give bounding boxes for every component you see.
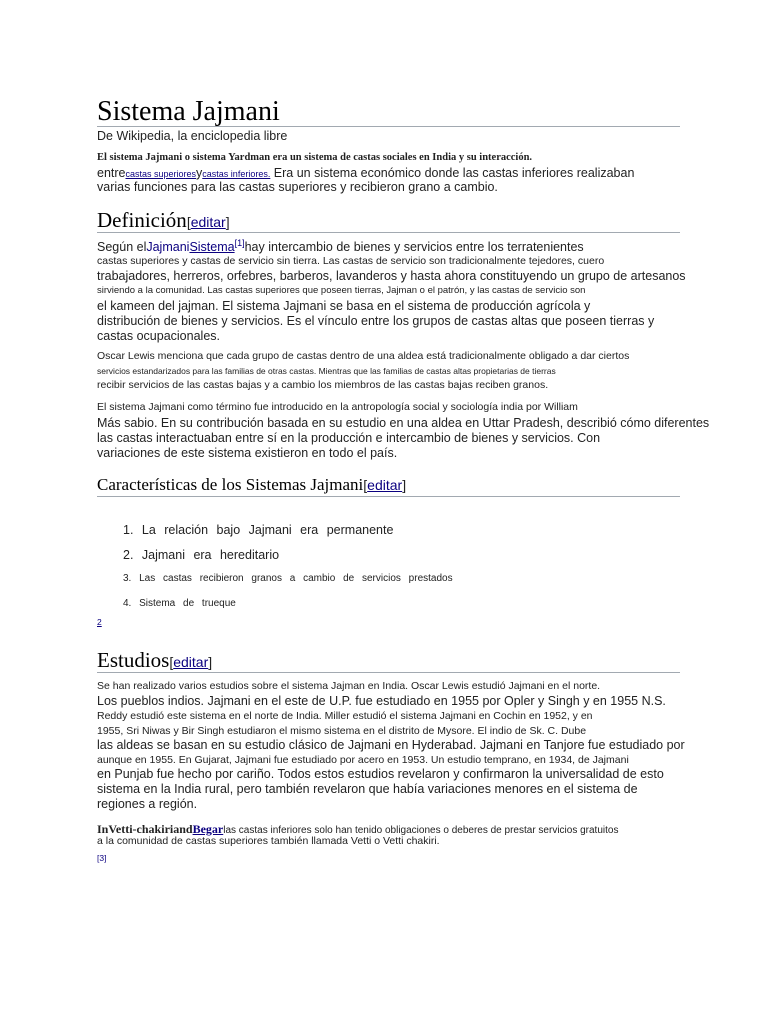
estudios-line: las aldeas se basan en su estudio clásico de Jajmani en Hyderabad. Jajmani en Tanjore fue estudiado por	[97, 738, 685, 752]
footnote-ref-1[interactable]: [1]	[234, 237, 245, 248]
definicion-p1-line-2: castas superiores y castas de servicio sin tierra. Las castas de servicio son tradicionalmente tejedores, cuero	[97, 255, 605, 267]
edit-link-definicion[interactable]: editar	[190, 214, 226, 230]
list-item: 2. Jajmani era hereditario	[123, 548, 280, 562]
heading-caracteristicas	[97, 475, 406, 495]
link-castas-inferiores[interactable]: castas inferiores.	[202, 169, 271, 179]
section-divider	[97, 496, 680, 497]
definicion-p1-line-1	[97, 237, 584, 254]
intro-line-3: varias funciones para las castas superiores y recibieron grano a cambio.	[97, 180, 498, 194]
definicion-p2-line-2: servicios estandarizados para las familias de otras castas. Mientras que las familias de castas altas propietarias de tierras	[97, 366, 556, 376]
title-divider	[97, 126, 680, 127]
def-text: Según el	[97, 240, 147, 254]
heading-text: Estudios	[97, 648, 170, 672]
definicion-p1-line-4: sirviendo a la comunidad. Las castas superiores que poseen tierras, Jajman o el patrón, y las castas de servicio son	[97, 285, 586, 296]
estudios-line: aunque en 1955. En Gujarat, Jajmani fue estudiado por acero en 1953. Un estudio temprano, en 1934, de Jajmani	[97, 754, 629, 766]
list-item: 1. La relación bajo Jajmani era permanente	[123, 523, 394, 537]
estudios-p2-line-2: a la comunidad de castas superiores también llamada Vetti o Vetti chakiri.	[97, 835, 440, 847]
estudios-line: Se han realizado varios estudios sobre el sistema Jajman en India. Oscar Lewis estudió Jajmani en el norte.	[97, 680, 601, 692]
intro-line-2	[97, 166, 634, 180]
definicion-p1-line-7: castas ocupacionales.	[97, 329, 220, 343]
vetti-term: InVetti-chakiriand	[97, 822, 193, 836]
estudios-line: sistema en la India rural, pero también revelaron que había variaciones menores en el sistema de	[97, 782, 638, 796]
heading-estudios	[97, 648, 212, 673]
link-sistema[interactable]: Sistema	[189, 240, 235, 254]
definicion-p1-line-6: distribución de bienes y servicios. Es el vínculo entre los grupos de castas altas que poseen tierras y	[97, 314, 655, 328]
estudios-text: las castas inferiores solo han tenido obligaciones o deberes de prestar servicios gratuitos	[223, 825, 619, 836]
section-divider	[97, 672, 680, 673]
link-castas-superiores[interactable]: castas superiores	[125, 169, 197, 179]
definicion-p3-line-3: las castas interactuaban entre sí en la producción e intercambio de bienes y servicios. Con	[97, 431, 601, 445]
link-begar[interactable]: Begar	[192, 822, 224, 836]
definicion-p3-line-1: El sistema Jajmani como término fue introducido en la antropología social y sociología india por William	[97, 401, 578, 413]
definicion-p2-line-3: recibir servicios de las castas bajas y a cambio los miembros de las castas bajas reciben granos.	[97, 379, 549, 391]
edit-section: [editar]	[186, 214, 230, 230]
definicion-p2-line-1: Oscar Lewis menciona que cada grupo de castas dentro de una aldea está tradicionalmente obligado a dar ciertos	[97, 350, 630, 362]
definicion-p3-line-2: Más sabio. En su contribución basada en su estudio en una aldea en Uttar Pradesh, describió cómo diferentes	[97, 416, 710, 430]
heading-text: Características de los Sistemas Jajmani	[97, 475, 364, 494]
definicion-p1-line-3: trabajadores, herreros, orfebres, barberos, lavanderos y hasta ahora constituyendo un grupo de artesanos	[97, 269, 686, 283]
page-title: Sistema Jajmani	[97, 96, 280, 127]
definicion-p3-line-4: variaciones de este sistema existieron en todo el país.	[97, 446, 398, 460]
intro-text: Era un sistema económico donde las castas inferiores realizaban	[270, 166, 635, 180]
estudios-line: Reddy estudió este sistema en el norte de India. Miller estudió el sistema Jajmani en Cochin en 1952, y en	[97, 710, 593, 722]
page-subtitle: De Wikipedia, la enciclopedia libre	[97, 129, 288, 143]
heading-text: Definición	[97, 208, 187, 232]
footnote-ref-3[interactable]: [3]	[97, 853, 107, 863]
link-jajmani[interactable]: Jajmani	[146, 240, 190, 254]
list-item: 4. Sistema de trueque	[123, 598, 236, 609]
intro-bold-line: El sistema Jajmani o sistema Yardman era un sistema de castas sociales en India y su interacción.	[97, 152, 533, 163]
edit-link-estudios[interactable]: editar	[173, 654, 209, 670]
edit-section: [editar]	[363, 477, 407, 493]
intro-text: y	[196, 166, 203, 180]
list-item: 3. Las castas recibieron granos a cambio de servicios prestados	[123, 573, 453, 584]
section-divider	[97, 232, 680, 233]
def-text: hay intercambio de bienes y servicios entre los terratenientes	[244, 240, 584, 254]
estudios-line: en Punjab fue hecho por cariño. Todos estos estudios revelaron y confirmaron la universalidad de esto	[97, 767, 664, 781]
estudios-line: 1955, Sri Niwas y Bir Singh estudiaron el mismo sistema en el distrito de Mysore. El indio de Sk. C. Dube	[97, 725, 587, 737]
definicion-p1-line-5: el kameen del jajman. El sistema Jajmani se basa en el sistema de producción agrícola y	[97, 299, 591, 313]
edit-section: [editar]	[169, 654, 213, 670]
estudios-line: Los pueblos indios. Jajmani en el este de U.P. fue estudiado en 1955 por Opler y Singh y en 1955 N.S.	[97, 694, 666, 708]
footnote-ref-2[interactable]: 2	[97, 617, 102, 627]
intro-text: entre	[97, 166, 126, 180]
edit-link-caracteristicas[interactable]: editar	[367, 477, 403, 493]
estudios-line: regiones a región.	[97, 797, 198, 811]
heading-definicion	[97, 208, 230, 233]
